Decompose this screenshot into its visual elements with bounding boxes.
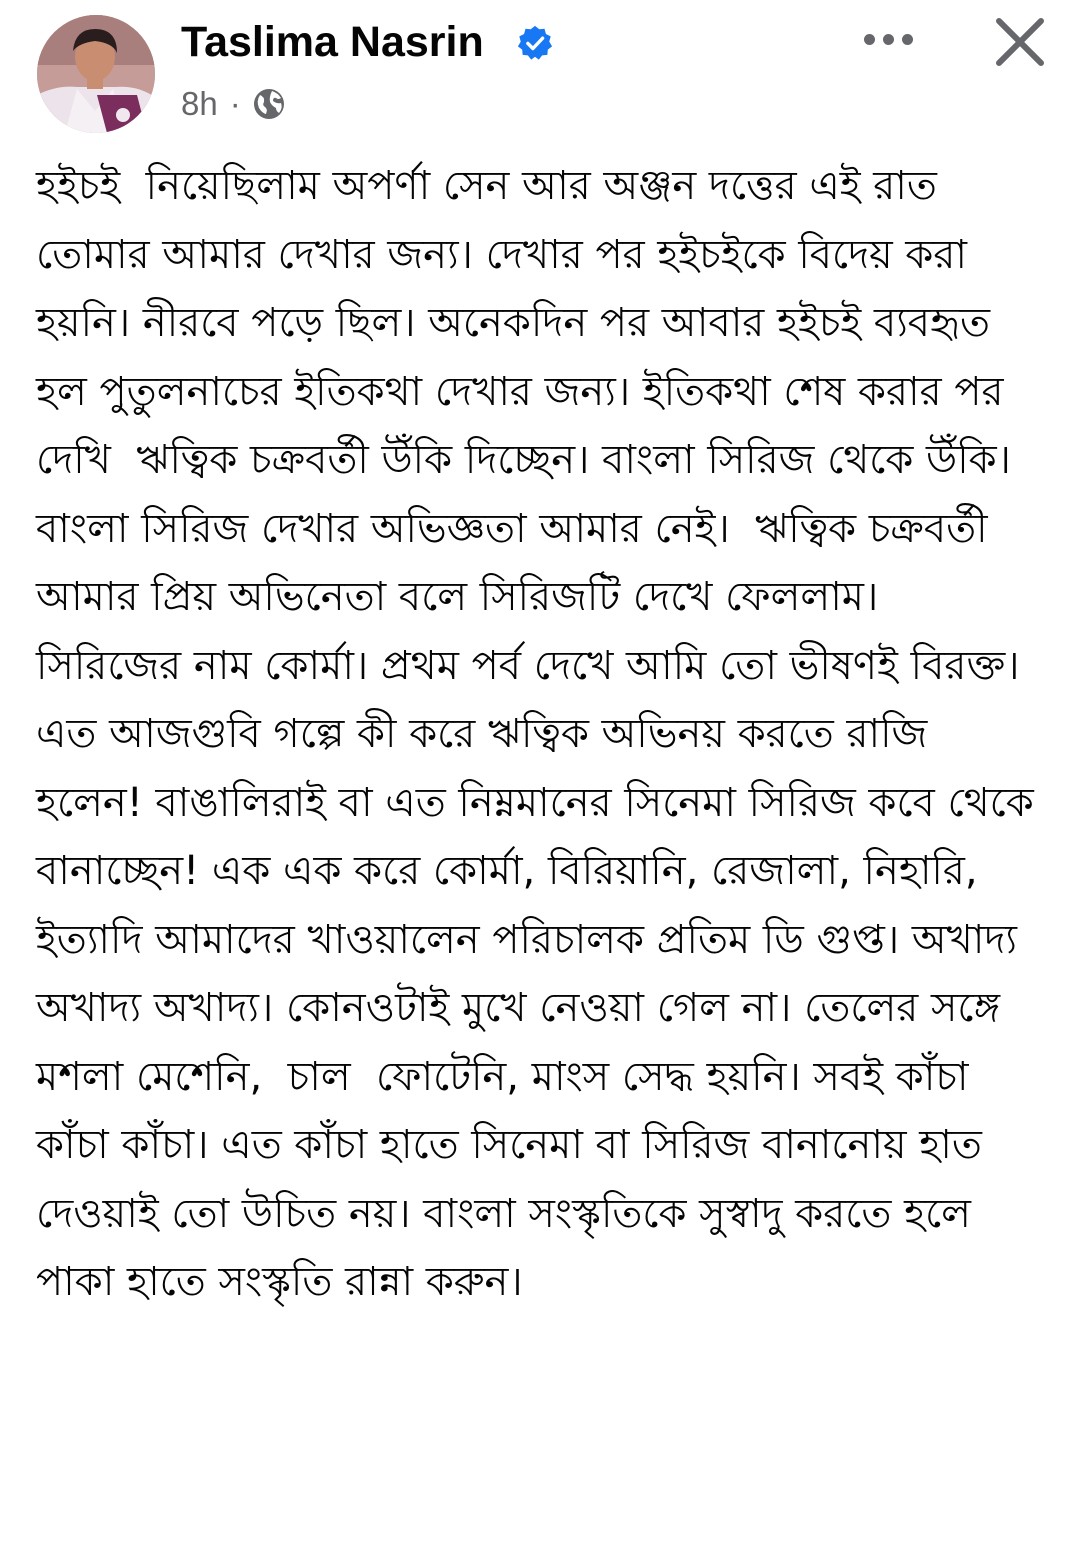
more-dot: [864, 34, 875, 45]
post-meta: [181, 82, 287, 126]
more-options-button[interactable]: [856, 18, 920, 60]
verified-badge-icon: [516, 24, 554, 62]
post-timestamp[interactable]: 8h: [181, 85, 218, 122]
more-dot: [883, 34, 894, 45]
profile-photo-icon: [37, 15, 155, 133]
post-header: [0, 0, 1080, 140]
more-dot: [902, 34, 913, 45]
meta-separator: ·: [229, 85, 241, 122]
close-x-icon[interactable]: [990, 12, 1050, 72]
post-text: হইচই নিয়েছিলাম অপর্ণা সেন আর অঞ্জন দত্তের এই রাত তোমার আমার দেখার জন্য। দেখার পর হইচইকে বিদেয় করা হয়নি। নীরবে পড়ে ছিল। অনেকদিন পর আবার হইচই ব্যবহৃত হল পুতুলনাচের ইতিকথা দেখার জন্য। ইতিকথা শেষ করার পর দেখি ঋত্বিক চক্রবর্তী উঁকি দিচ্ছেন। বাংলা সিরিজ থেকে উঁকি। বাংলা সিরিজ দেখার অভিজ্ঞতা আমার নেই। ঋত্বিক চক্রবর্তী আমার প্রিয় অভিনেতা বলে সিরিজটি দেখে ফেললাম। সিরিজের নাম কোর্মা। প্রথম পর্ব দেখে আমি তো ভীষণই বিরক্ত। এত আজগুবি গল্পে কী করে ঋত্বিক অভিনয় করতে রাজি হলেন! বাঙালিরাই বা এত নিম্নমানের সিনেমা সিরিজ কবে থেকে বানাচ্ছেন! এক এক করে কোর্মা, বিরিয়ানি, রেজালা, নিহারি, ইত্যাদি আমাদের খাওয়ালেন পরিচালক প্রতিম ডি গুপ্ত। অখাদ্য অখাদ্য অখাদ্য। কোনওটাই মুখে নেওয়া গেল না। তেলের সঙ্গে মশলা মেশেনি, চাল ফোটেনি, মাংস সেদ্ধ হয়নি। সবই কাঁচা কাঁচা কাঁচা। এত কাঁচা হাতে সিনেমা বা সিরিজ বানানোয় হাত দেওয়াই তো উচিত নয়। বাংলা সংস্কৃতিকে সুস্বাদু করতে হলে পাকা হাতে সংস্কৃতি রান্না করুন।: [36, 163, 1047, 1305]
author-avatar[interactable]: [37, 15, 155, 133]
globe-icon[interactable]: [251, 86, 287, 122]
author-name[interactable]: Taslima Nasrin: [181, 18, 484, 66]
